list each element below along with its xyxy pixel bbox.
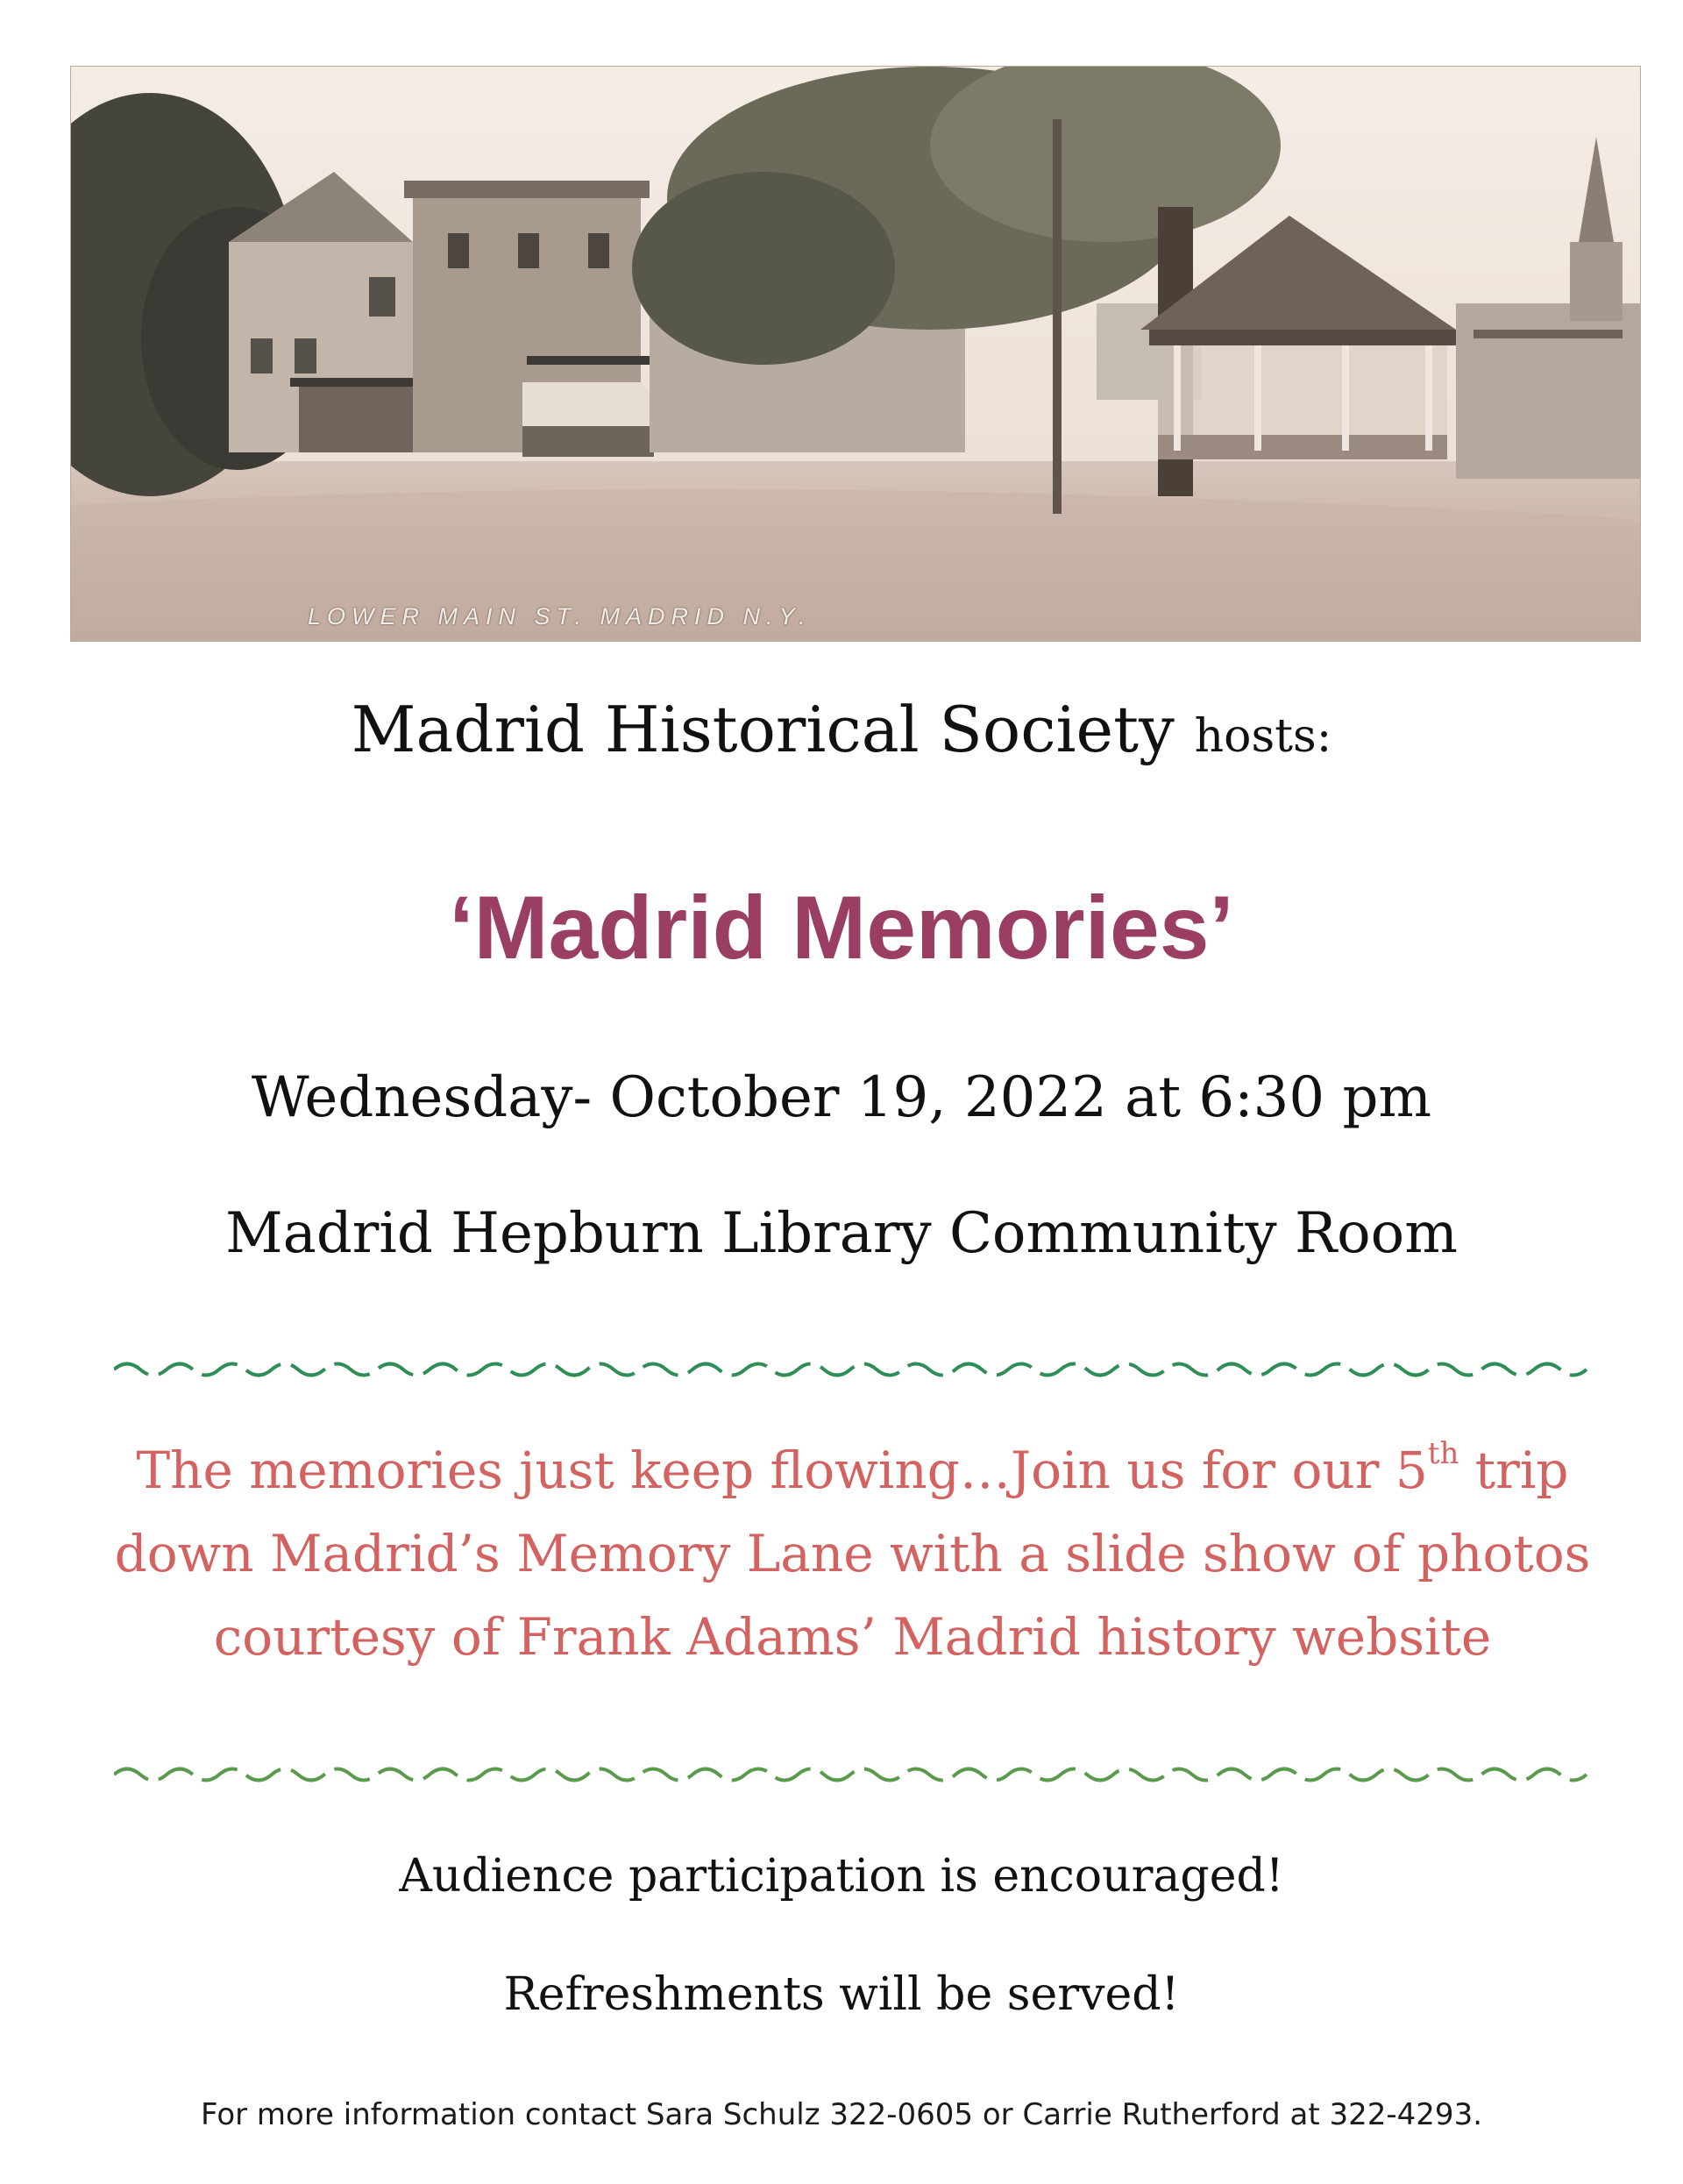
ordinal-suffix: th <box>1427 1436 1459 1471</box>
society-name: Madrid Historical Society <box>351 693 1175 766</box>
description-line-2: down Madrid’s Memory Lane with a slide show of photos <box>114 1524 1591 1583</box>
description-line-3: courtesy of Frank Adams’ Madrid history website <box>213 1607 1492 1667</box>
refreshments-note: Refreshments will be served! <box>503 1968 1180 2021</box>
street-photo <box>70 66 1641 642</box>
street-photo-drawing <box>71 67 1640 641</box>
event-description <box>75 1429 1630 1679</box>
photo-caption: LOWER MAIN ST. MADRID N.Y. <box>308 603 812 630</box>
audience-note: Audience participation is encouraged! <box>399 1850 1284 1903</box>
event-location: Madrid Hepburn Library Community Room <box>225 1201 1458 1266</box>
wavy-divider-top <box>114 1355 1595 1384</box>
description-line-1: The memories just keep flowing…Join us for our 5th trip <box>136 1436 1569 1500</box>
event-date: Wednesday- October 19, 2022 at 6:30 pm <box>251 1065 1432 1130</box>
page-title <box>0 693 1683 766</box>
event-headline: ‘Madrid Memories’ <box>449 878 1234 978</box>
contact-info: For more information contact Sara Schulz 322-0605 or Carrie Rutherford at 322-4293. <box>200 2097 1483 2132</box>
hosts-label: hosts: <box>1194 710 1332 763</box>
wavy-divider-bottom <box>114 1760 1595 1789</box>
